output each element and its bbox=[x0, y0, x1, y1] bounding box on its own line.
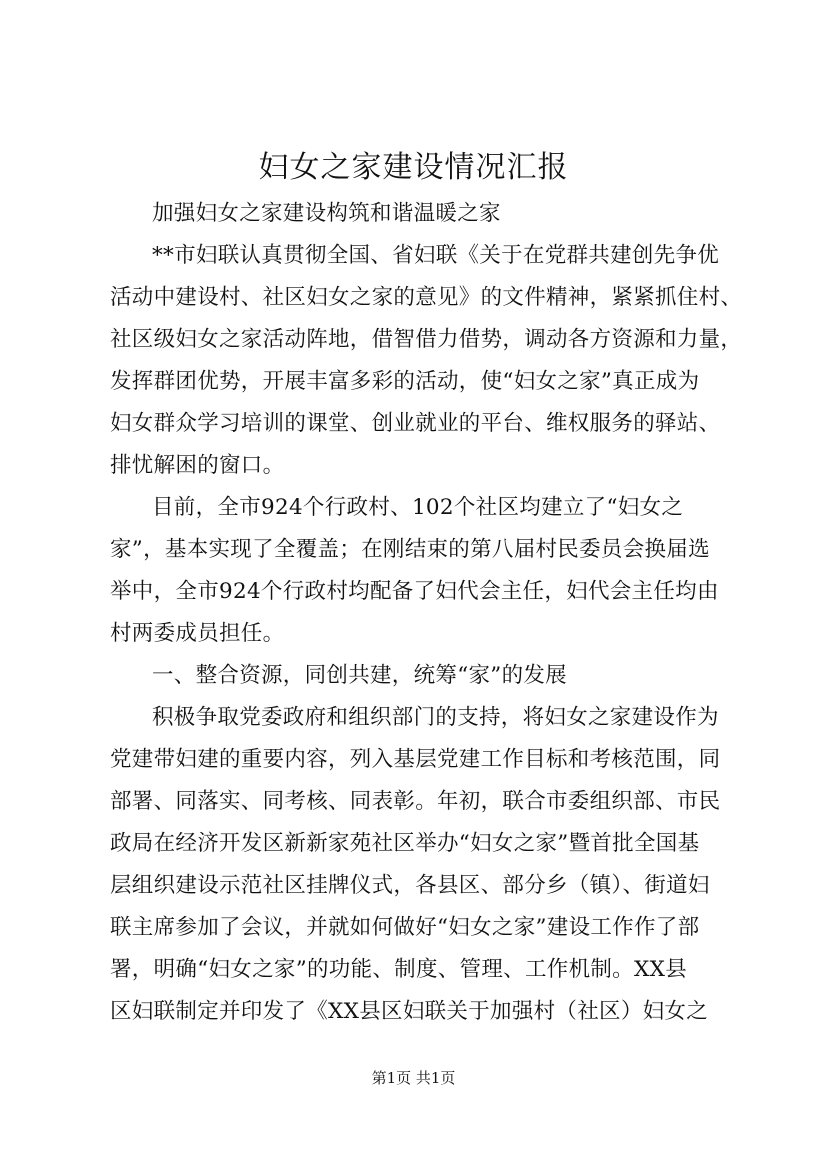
paragraph-line: 目前，全市924个行政村、102个社区均建立了“妇女之 bbox=[152, 495, 684, 520]
paragraph-line: 举中，全市924个行政村均配备了妇代会主任，妇代会主任均由 bbox=[110, 579, 719, 604]
paragraph-line: 发挥群团优势，开展丰富多彩的活动，使“妇女之家”真正成为 bbox=[110, 369, 700, 394]
paragraph-line: 党建带妇建的重要内容，列入基层党建工作目标和考核范围，同 bbox=[110, 747, 721, 772]
paragraph-line: 家”，基本实现了全覆盖；在刚结束的第八届村民委员会换届选 bbox=[110, 537, 710, 562]
paragraph-line: 排忧解困的窗口。 bbox=[110, 453, 285, 478]
page-footer: 第1页 共1页 bbox=[371, 1069, 456, 1087]
paragraph-line: 层组织建设示范社区挂牌仪式，各县区、部分乡（镇）、街道妇 bbox=[110, 873, 710, 898]
paragraph-line: 活动中建设村、社区妇女之家的意见》的文件精神，紧紧抓住村、 bbox=[110, 285, 743, 310]
paragraph-line: 妇女群众学习培训的课堂、创业就业的平台、维权服务的驿站、 bbox=[110, 411, 721, 436]
paragraph-line: 区妇联制定并印发了《XX县区妇联关于加强村（社区）妇女之 bbox=[110, 999, 709, 1024]
paragraph-line: **市妇联认真贯彻全国、省妇联《关于在党群共建创先争优 bbox=[152, 243, 720, 268]
subtitle-line: 加强妇女之家建设构筑和谐温暖之家 bbox=[152, 201, 501, 226]
paragraph-line: 联主席参加了会议，并就如何做好“妇女之家”建设工作作了部 bbox=[110, 915, 700, 940]
paragraph-line: 社区级妇女之家活动阵地，借智借力借势，调动各方资源和力量， bbox=[110, 327, 743, 352]
paragraph-line: 署，明确“妇女之家”的功能、制度、管理、工作机制。XX县 bbox=[110, 957, 687, 982]
paragraph-line: 村两委成员担任。 bbox=[110, 621, 285, 646]
paragraph-line: 部署、同落实、同考核、同表彰。年初，联合市委组织部、市民 bbox=[110, 789, 721, 814]
paragraph-line: 政局在经济开发区新新家苑社区举办“妇女之家”暨首批全国基 bbox=[110, 831, 700, 856]
section-heading: 一、整合资源，同创共建，统筹“家”的发展 bbox=[152, 663, 567, 688]
document-title: 妇女之家建设情况汇报 bbox=[258, 150, 569, 185]
paragraph-line: 积极争取党委政府和组织部门的支持，将妇女之家建设作为 bbox=[152, 705, 719, 730]
